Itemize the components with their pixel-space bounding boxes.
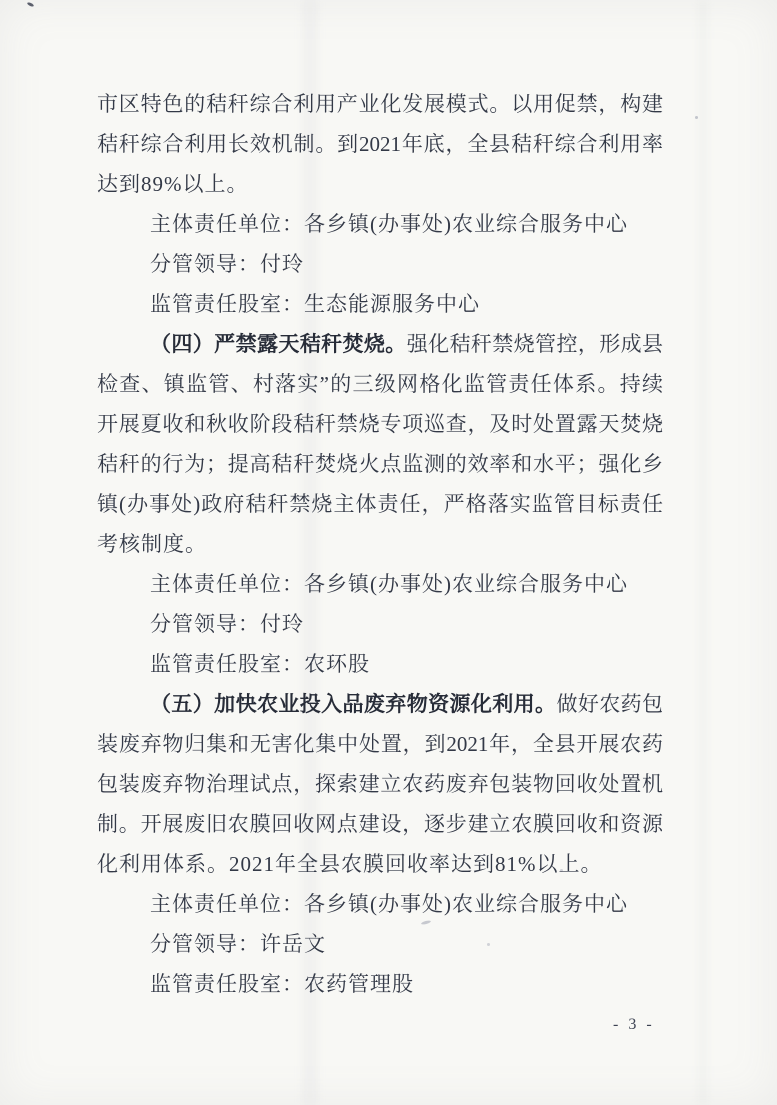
text-line [97,244,663,284]
text-line [97,644,663,684]
line-text: 监管责任股室：生态能源服务中心 [150,292,480,316]
line-text: 做好农药包 [556,692,664,716]
text-line [97,964,663,1004]
line-text: 主体责任单位：各乡镇(办事处)农业综合服务中心 [150,572,628,596]
line-text: 分管领导：付玲 [150,252,304,276]
text-line [97,764,663,804]
line-text: 主体责任单位：各乡镇(办事处)农业综合服务中心 [150,212,628,236]
line-text: 强化秸秆禁烧管控，形成县 [406,332,664,356]
paragraph-heading-lead: （五）加快农业投入品废弃物资源化利用。 [150,692,557,716]
text-line [97,324,663,364]
scan-speck [695,116,698,119]
text-line [97,804,663,844]
line-text: 化利用体系。2021年全县农膜回收率达到81%以上。 [97,852,603,876]
line-text: 分管领导：付玲 [150,612,304,636]
text-line [97,204,663,244]
line-text: 考核制度。 [97,532,207,556]
line-text: 监管责任股室：农环股 [150,652,370,676]
line-text: 开展夏收和秋收阶段秸秆禁烧专项巡查，及时处置露天焚烧 [97,412,663,436]
line-text: 市区特色的秸秆综合利用产业化发展模式。以用促禁，构建 [97,92,663,116]
scan-speck [27,2,35,8]
text-line [97,404,663,444]
text-line [97,604,663,644]
text-line [97,444,663,484]
line-text: 制。开展废旧农膜回收网点建设，逐步建立农膜回收和资源 [97,812,663,836]
text-line [97,124,663,164]
text-line [97,724,663,764]
line-text: 装废弃物归集和无害化集中处置，到2021年，全县开展农药 [97,732,663,756]
text-line [97,364,663,404]
line-text: 镇(办事处)政府秸秆禁烧主体责任，严格落实监管目标责任 [97,492,663,516]
line-text: 分管领导：许岳文 [150,932,326,956]
text-line [97,484,663,524]
text-line [97,84,663,124]
text-line [97,564,663,604]
text-line [97,844,663,884]
text-line [97,284,663,324]
line-text: 包装废弃物治理试点，探索建立农药废弃包装物回收处置机 [97,772,663,796]
document-body [97,84,663,1004]
line-text: 秸秆的行为；提高秸秆焚烧火点监测的效率和水平；强化乡 [97,452,663,476]
scan-streak [698,0,708,1105]
line-text: 达到89%以上。 [97,172,249,196]
text-line [97,524,663,564]
line-text: 检查、镇监管、村落实”的三级网格化监管责任体系。持续 [97,372,663,396]
text-line [97,684,663,724]
paragraph-heading-lead: （四）严禁露天秸秆焚烧。 [150,332,407,356]
text-line [97,924,663,964]
text-line [97,164,663,204]
page-number: - 3 - [613,1016,655,1033]
line-text: 主体责任单位：各乡镇(办事处)农业综合服务中心 [150,892,628,916]
line-text: 监管责任股室：农药管理股 [150,972,414,996]
line-text: 秸秆综合利用长效机制。到2021年底，全县秸秆综合利用率 [97,132,663,156]
text-line [97,884,663,924]
